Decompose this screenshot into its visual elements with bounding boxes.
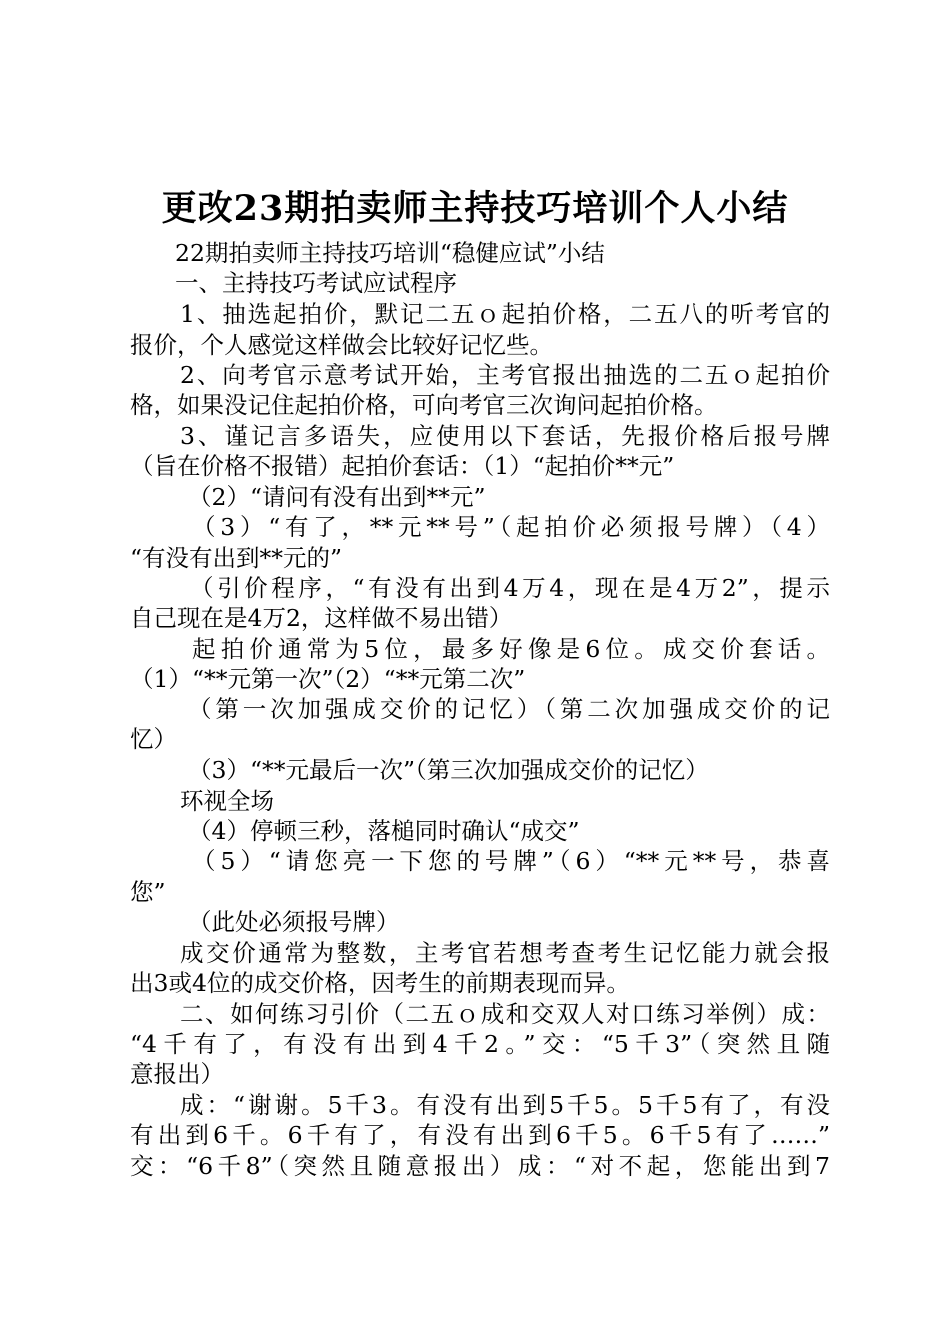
text-line: 22期拍卖师主持技巧培训“稳健应试”小结	[175, 239, 605, 267]
text-line: 您”	[130, 878, 166, 906]
text-line: 起拍价通常为5位，最多好像是6位。成交价套话。	[192, 635, 830, 663]
text-line: 成：“谢谢。5千3。有没有出到5千5。5千5有了，有没	[180, 1091, 830, 1119]
text-line: 3、谨记言多语失，应使用以下套话，先报价格后报号牌	[180, 422, 830, 450]
text-line: 一、主持技巧考试应试程序	[175, 269, 457, 297]
text-line: “4千有了，有没有出到4千2。”交：“5千3”（突然且随	[130, 1030, 830, 1058]
page-title: 更改23期拍卖师主持技巧培训个人小结	[161, 188, 789, 229]
text-line: （1）“**元第一次”（2）“**元第二次”	[130, 665, 526, 693]
text-line: （4）停顿三秒，落槌同时确认“成交”	[188, 817, 580, 845]
text-line: 二、如何练习引价（二五ｏ成和交双人对口练习举例）成：	[180, 1000, 830, 1028]
text-line: 成交价通常为整数，主考官若想考查考生记忆能力就会报	[180, 939, 830, 967]
text-line: （3）“**元最后一次”（第三次加强成交价的记忆）	[188, 756, 709, 784]
text-line: （2）“请问有没有出到**元”	[188, 483, 486, 511]
text-line: 出3或4位的成交价格，因考生的前期表现而异。	[130, 969, 630, 997]
text-line: 有出到6千。6千有了，有没有出到6千5。6千5有了……”	[130, 1121, 830, 1149]
text-line: （3）“有了，**元**号”（起拍价必须报号牌）（4）	[192, 513, 830, 541]
text-line: 交：“6千8”（突然且随意报出）成：“对不起，您能出到7	[130, 1152, 830, 1180]
text-line: 环视全场	[180, 787, 274, 815]
text-line: 报价，个人感觉这样做会比较好记忆些。	[130, 331, 553, 359]
text-line: 1、抽选起拍价，默记二五ｏ起拍价格，二五八的听考官的	[180, 300, 830, 328]
text-line: （旨在价格不报错）起拍价套话：（1）“起拍价**元”	[130, 452, 675, 480]
text-line: 2、向考官示意考试开始，主考官报出抽选的二五ｏ起拍价	[180, 361, 830, 389]
text-line: （5）“请您亮一下您的号牌”（6）“**元**号，恭喜	[192, 847, 830, 875]
text-line: “有没有出到**元的”	[130, 544, 343, 572]
text-line: 意报出）	[130, 1060, 224, 1088]
text-line: （引价程序，“有没有出到4万4，现在是4万2”，提示	[190, 574, 830, 602]
text-line: 忆）	[130, 725, 177, 753]
text-line: （此处必须报号牌）	[188, 908, 400, 936]
text-line: 格，如果没记住起拍价格，可向考官三次询问起拍价格。	[130, 391, 718, 419]
text-line: 自己现在是4万2，这样做不易出错）	[130, 604, 513, 632]
text-line: （第一次加强成交价的记忆）（第二次加强成交价的记	[188, 695, 830, 723]
